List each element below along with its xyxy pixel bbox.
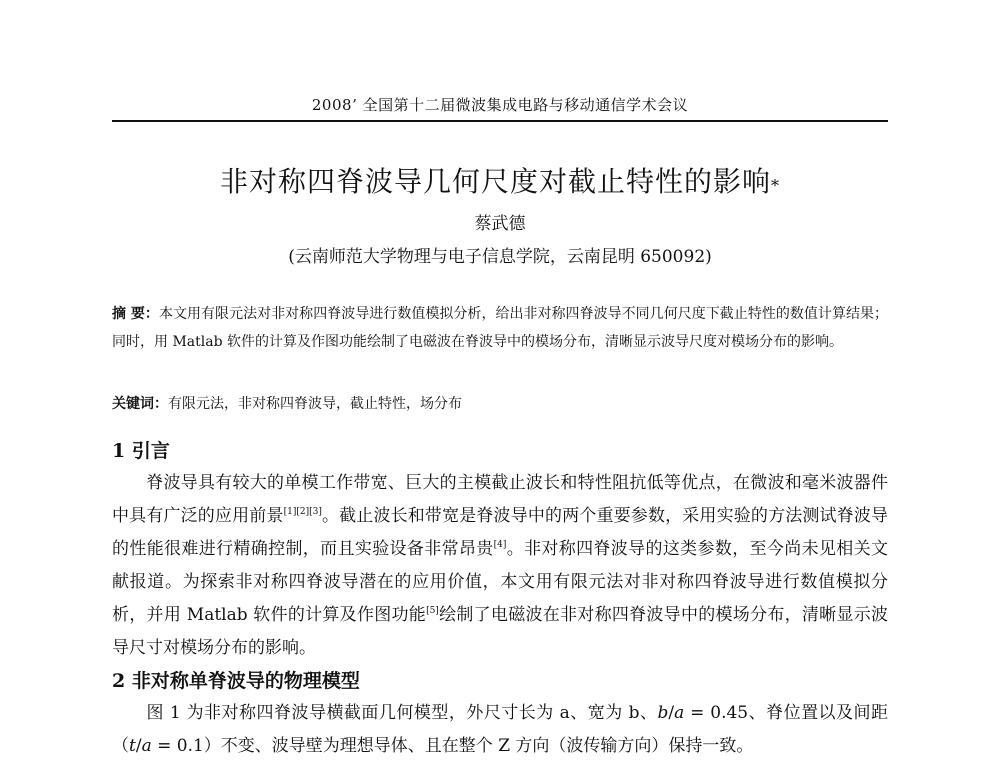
intro-text-1: 脊波导具有较大的单模工作带宽、巨大的主模截止波长和特性阻抗低等优点，在微波和毫米波器件中具有广泛的应用前景 <box>112 473 888 526</box>
section-heading-introduction: 1 引言 <box>112 440 170 462</box>
ratio-t-value: = 0.1 <box>157 736 204 756</box>
title-footnote-mark: * <box>771 176 780 195</box>
citation-5: [5] <box>426 606 439 616</box>
citation-4: [4] <box>493 540 507 550</box>
ratio-t-over-a: t/a = 0.1 <box>129 736 204 756</box>
abstract <box>112 300 888 356</box>
physical-model-paragraph <box>112 697 888 763</box>
header-rule <box>112 120 888 122</box>
abstract-label: 摘 要： <box>112 306 159 322</box>
intro-text-3: 。非对称四脊波导的这类参数，至今尚未见相关文献报道。为探索非对称四脊波导潜在的应用价值，本文用有限元法对非对称四脊波导进行数值模拟分析，并用 Matlab 软件的计算及作图功能 <box>112 539 888 625</box>
section-heading-physical-model: 2 非对称单脊波导的物理模型 <box>112 670 360 692</box>
author-affiliation: (云南师范大学物理与电子信息学院，云南昆明 650092) <box>288 247 712 267</box>
abstract-text: 本文用有限元法对非对称四脊波导进行数值模拟分析，给出非对称四脊波导不同几何尺度下截止特性的数值计算结果；同时，用 Matlab 软件的计算及作图功能绘制了电磁波在脊波导中的模场分布，清晰显示波导尺度对模场分布的影响。 <box>112 306 889 350</box>
keywords-text: 有限元法，非对称四脊波导，截止特性，场分布 <box>168 396 462 412</box>
ratio-t-denominator: a <box>141 736 152 756</box>
ratio-b-denominator: a <box>674 703 685 723</box>
keywords <box>112 392 888 416</box>
ratio-t-numerator: t <box>129 736 136 756</box>
paper-title-text: 非对称四脊波导几何尺度对截止特性的影响 <box>219 165 771 198</box>
intro-text-2: 。截止波长和带宽是脊波导中的两个重要参数，采用实验的方法测试脊波导的性能很难进行精确控制，而且实验设备非常昂贵 <box>112 506 889 559</box>
model-text-1: 图 1 为非对称四脊波导横截面几何模型，外尺寸长为 a、宽为 b、 <box>146 703 658 723</box>
keywords-label: 关键词： <box>112 396 168 412</box>
ratio-b-value: = 0.45 <box>690 703 749 723</box>
running-header: 2008’ 全国第十二届微波集成电路与移动通信学术会议 <box>311 96 689 114</box>
intro-text-4: 绘制了电磁波在非对称四脊波导中的模场分布，清晰显示波导尺寸对模场分布的影响。 <box>112 605 888 658</box>
ratio-b-numerator: b <box>657 703 669 723</box>
model-text-3: ）不变、波导壁为理想导体、且在整个 Z 方向（波传输方向）保持一致。 <box>203 736 754 756</box>
introduction-paragraph <box>112 467 888 665</box>
model-text-2: 、脊位置以及间距（ <box>112 703 889 756</box>
citation-1-2-3: [1][2][3] <box>283 507 322 517</box>
ratio-b-over-a: b/a = 0.45 <box>657 703 749 723</box>
author-name: 蔡武德 <box>474 214 526 234</box>
paper-title <box>112 160 888 200</box>
